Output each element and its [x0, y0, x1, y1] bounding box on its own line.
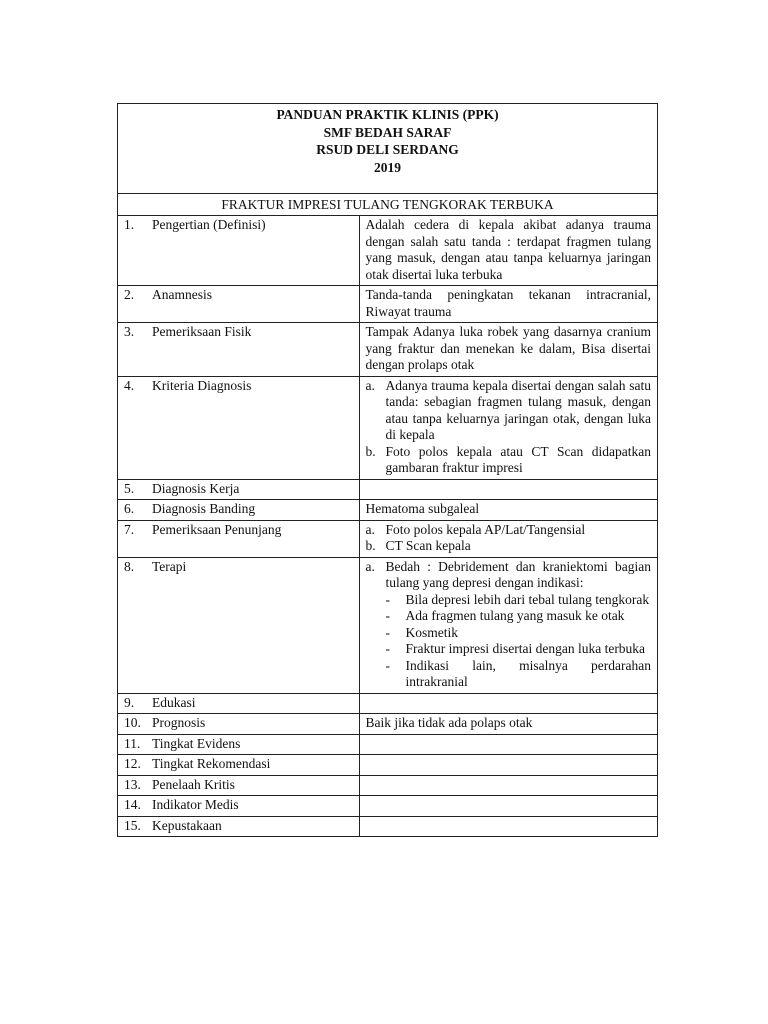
- list-text: CT Scan kepala: [385, 538, 471, 553]
- list-item: [366, 444, 652, 477]
- list-marker: b.: [365, 443, 376, 459]
- table-row: [118, 520, 657, 557]
- anamnesis-content: Tanda-tanda peningkatan tekanan intracranial, Riwayat trauma: [359, 286, 657, 323]
- row-number: 8.: [124, 558, 135, 574]
- list-marker: a.: [365, 521, 375, 537]
- row-number: 3.: [124, 324, 135, 339]
- header-title: PANDUAN PRAKTIK KLINIS (PPK): [276, 107, 499, 122]
- dash-marker: -: [385, 591, 390, 607]
- row-label-text: Kepustakaan: [152, 817, 222, 833]
- header-hospital: RSUD DELI SERDANG: [316, 142, 459, 157]
- row-label: [118, 500, 359, 521]
- terapi-content: [359, 557, 657, 693]
- table-row: [118, 734, 657, 755]
- row-label-text: Pengertian (Definisi): [152, 217, 266, 232]
- row-label: [118, 376, 359, 479]
- table-row: [118, 557, 657, 693]
- table-row: [118, 376, 657, 479]
- row-label: [118, 216, 359, 286]
- row-number: 1.: [124, 217, 135, 232]
- row-label: [118, 775, 359, 796]
- table-row: [118, 755, 657, 776]
- empty-cell: [359, 796, 657, 817]
- list-text: Foto polos kepala atau CT Scan didapatkan gambaran fraktur impresi: [385, 443, 651, 475]
- header-department: SMF BEDAH SARAF: [323, 124, 452, 140]
- sub-list-text: Ada fragmen tulang yang masuk ke otak: [405, 608, 625, 623]
- row-number: 5.: [124, 480, 135, 496]
- row-label-text: Prognosis: [152, 715, 206, 730]
- row-label-text: Anamnesis: [152, 287, 212, 302]
- list-item: [366, 378, 652, 444]
- empty-cell: [359, 693, 657, 714]
- definisi-content: Adalah cedera di kepala akibat adanya trauma dengan salah satu tanda : terdapat fragmen tulang yang masuk, dengan atau tanpa keluarnya jaringan otak disertai luka terbuka: [359, 216, 657, 286]
- kriteria-content: [359, 376, 657, 479]
- dash-marker: -: [385, 641, 390, 656]
- row-label: [118, 286, 359, 323]
- row-number: 12.: [124, 756, 141, 771]
- table-row: [118, 775, 657, 796]
- fisik-content: Tampak Adanya luka robek yang dasarnya cranium yang fraktur dan menekan ke dalam, Bisa disertai dengan prolaps otak: [359, 323, 657, 377]
- row-label-text: Kriteria Diagnosis: [152, 377, 252, 393]
- empty-cell: [359, 775, 657, 796]
- banding-content: Hematoma subgaleal: [359, 500, 657, 521]
- list-item: [366, 559, 652, 592]
- empty-cell: [359, 816, 657, 836]
- list-marker: a.: [365, 377, 375, 393]
- sub-list-item: [366, 658, 652, 691]
- row-label-text: Terapi: [152, 558, 187, 574]
- row-label: [118, 323, 359, 377]
- row-label: [118, 557, 359, 693]
- row-number: 15.: [124, 817, 141, 833]
- row-number: 7.: [124, 521, 135, 537]
- table-row: [118, 714, 657, 735]
- sub-list-item: [366, 608, 652, 625]
- row-label: [118, 816, 359, 836]
- row-label-text: Penelaah Kritis: [152, 776, 235, 792]
- row-label-text: Pemeriksaan Fisik: [152, 324, 252, 339]
- empty-cell: [359, 479, 657, 500]
- empty-cell: [359, 755, 657, 776]
- table-row: [118, 816, 657, 836]
- row-number: 14.: [124, 797, 141, 812]
- document-header: [118, 104, 657, 194]
- table-row: [118, 216, 657, 286]
- row-label-text: Diagnosis Banding: [152, 501, 256, 516]
- list-text: Adanya trauma kepala disertai dengan salah satu tanda: sebagian fragmen tulang masuk, dengan atau tanpa keluarnya jaringan otak, dengan luka di kepala: [385, 377, 651, 442]
- sub-list-item: [366, 625, 652, 642]
- dash-marker: -: [385, 624, 390, 640]
- sub-list-text: Fraktur impresi disertai dengan luka terbuka: [405, 641, 646, 656]
- row-label: [118, 693, 359, 714]
- list-text: Foto polos kepala AP/Lat/Tangensial: [385, 521, 586, 537]
- row-number: 4.: [124, 377, 135, 393]
- list-text: Bedah : Debridement dan kraniektomi bagian tulang yang depresi dengan indikasi:: [385, 558, 651, 590]
- prognosis-content: Baik jika tidak ada polaps otak: [359, 714, 657, 735]
- table-row: [118, 286, 657, 323]
- sub-list-text: Bila depresi lebih dari tebal tulang tengkorak: [405, 591, 650, 607]
- ppk-table: [118, 216, 657, 836]
- row-label-text: Tingkat Evidens: [152, 735, 241, 751]
- diagnosis-title: FRAKTUR IMPRESI TULANG TENGKORAK TERBUKA: [118, 194, 657, 216]
- row-label: [118, 796, 359, 817]
- row-label-text: Diagnosis Kerja: [152, 480, 240, 496]
- row-label-text: Indikator Medis: [152, 797, 239, 812]
- row-number: 9.: [124, 694, 135, 710]
- ppk-document: [117, 103, 658, 837]
- row-label-text: Pemeriksaan Penunjang: [152, 521, 282, 537]
- row-number: 10.: [124, 715, 141, 730]
- table-row: [118, 323, 657, 377]
- row-number: 6.: [124, 501, 135, 516]
- header-year: 2019: [374, 159, 401, 175]
- row-label-text: Tingkat Rekomendasi: [152, 756, 271, 771]
- table-row: [118, 796, 657, 817]
- row-number: 2.: [124, 287, 135, 302]
- dash-marker: -: [385, 657, 390, 673]
- list-marker: b.: [365, 538, 376, 553]
- row-label: [118, 520, 359, 557]
- list-item: [366, 538, 652, 555]
- table-row: [118, 500, 657, 521]
- list-item: [366, 522, 652, 539]
- dash-marker: -: [385, 608, 390, 623]
- list-marker: a.: [365, 558, 375, 574]
- sub-list-text: Kosmetik: [405, 624, 458, 640]
- table-row: [118, 693, 657, 714]
- sub-list-text: Indikasi lain, misalnya perdarahan intrakranial: [405, 657, 651, 689]
- row-label: [118, 714, 359, 735]
- sub-list-item: [366, 641, 652, 658]
- empty-cell: [359, 734, 657, 755]
- row-label: [118, 755, 359, 776]
- row-number: 11.: [124, 735, 141, 751]
- row-number: 13.: [124, 776, 141, 792]
- sub-list-item: [366, 592, 652, 609]
- table-row: [118, 479, 657, 500]
- row-label: [118, 734, 359, 755]
- penunjang-content: [359, 520, 657, 557]
- row-label-text: Edukasi: [152, 694, 196, 710]
- row-label: [118, 479, 359, 500]
